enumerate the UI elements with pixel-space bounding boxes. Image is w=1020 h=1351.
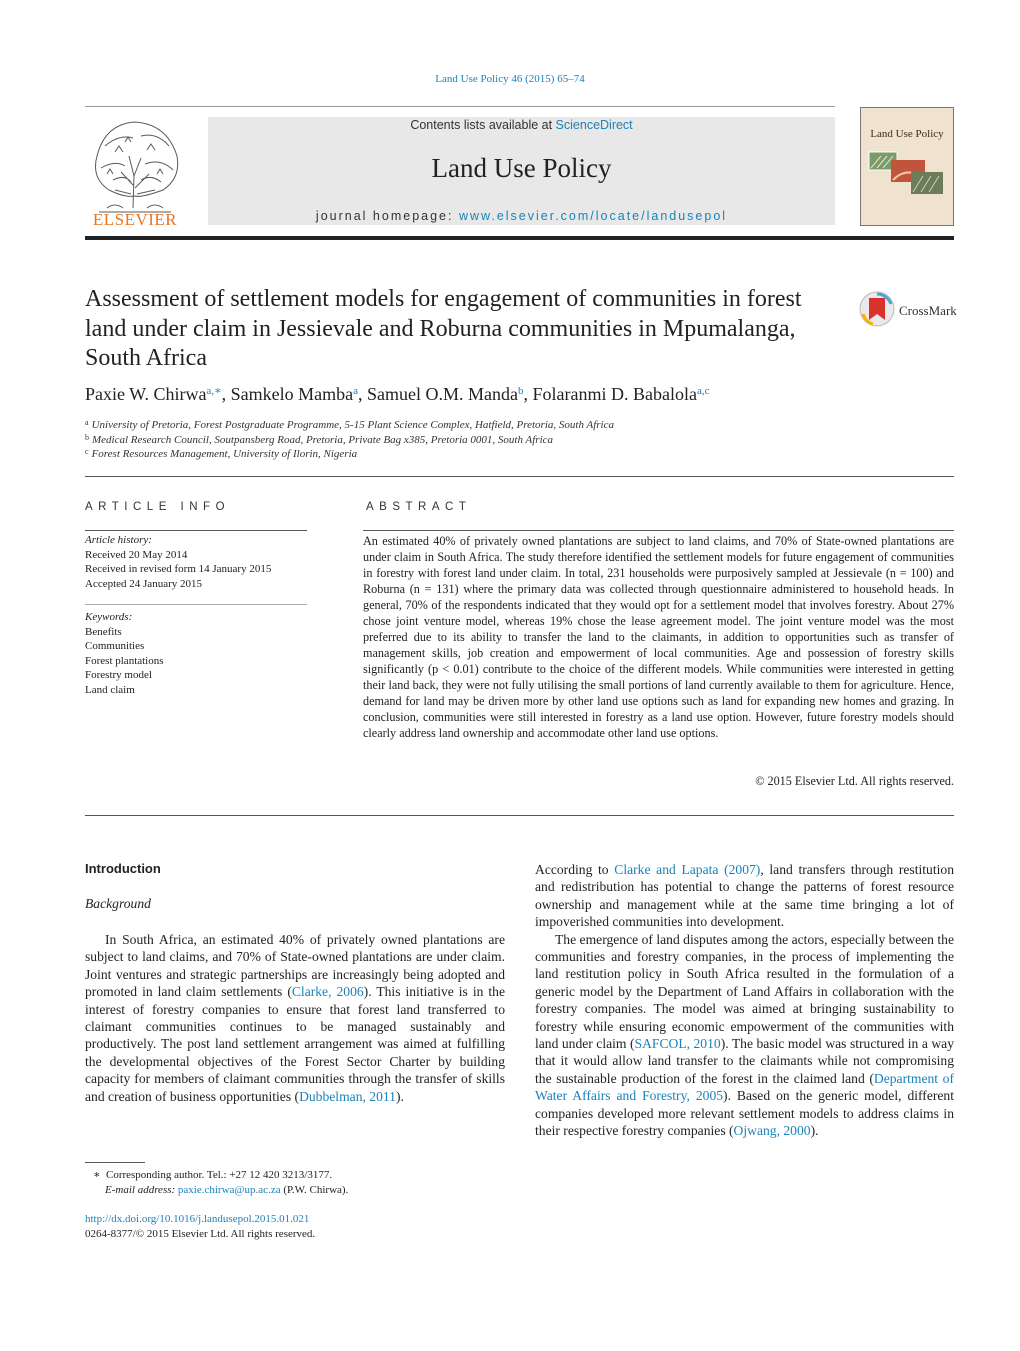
author-name[interactable]: Folaranmi D. Babalola [532,384,697,404]
paragraph-text: In South Africa, an estimated 40% of privately owned plantations are subject to land claims, and 70% of State-owned plantations are under claim. Joint ventures and strategic partnerships are increasingly being adopted and promoted in land claim settlements ( [85,932,505,1000]
article-title: Assessment of settlement models for engagement of communities in forest land under claim in Jessievale and Roburna communities in Mpumalanga, South Africa [85,286,802,371]
cover-title: Land Use Policy [870,128,944,140]
cover-landscape-image [867,148,947,198]
abstract-heading: ABSTRACT [366,501,472,513]
paragraph-text: ). Based on the generic model, different companies developed more relevant settlement models to address claims in their respective forestry companies ( [535,1088,954,1139]
contents-prefix: Contents lists available at [410,118,556,132]
keyword: Forestry model [85,669,152,681]
author-name[interactable]: Samuel O.M. Manda [366,384,518,404]
keywords-label: Keywords: [85,611,133,623]
footnote-rule [85,1162,145,1163]
paragraph-text: ). This initiative is in the interest of forestry companies to ensure that forest land transferred to claimant communities continues to be managed sustainably and productively. The post land settlement arrangement was aimed at fulfilling the developmental objectives of the Forest Sector Charter by building capacity for members of claimant communities through the transfer of skills and creation of business opportunities ( [85,984,505,1104]
keyword: Forest plantations [85,654,164,667]
affiliation [85,433,553,446]
corresponding-author-text: Corresponding author. Tel.: +27 12 420 3213/3177. [105,1169,333,1181]
body-column-right [535,861,954,1140]
crossmark-badge[interactable] [858,290,958,330]
article-info-heading: ARTICLE INFO [85,501,231,513]
journal-reference-link[interactable]: Land Use Policy 46 (2015) 65–74 [435,73,585,85]
footnote-mark: ∗ [93,1169,101,1181]
doi-link[interactable]: http://dx.doi.org/10.1016/j.landusepol.2015.01.021 [85,1213,310,1225]
crossmark-icon [858,290,896,328]
section-rule [85,476,954,477]
doi-block [85,1212,505,1241]
journal-cover-thumbnail[interactable] [860,107,954,226]
issn-copyright: 0264-8377/© 2015 Elsevier Ltd. All rights reserved. [85,1227,316,1240]
journal-name: Land Use Policy [431,153,612,183]
paragraph-text: ). [395,1088,404,1104]
contents-line [208,118,835,132]
history-date: Accepted 24 January 2015 [85,577,202,590]
paragraph-text: The emergence of land disputes among the actors, especially between the communities and forestry companies, in the process of implementing the land restitution policy in South Africa resulted in the formulation of a generic model by the Department of Land Affairs in collaboration with the forestry companies. The model was aimed at bringing sustainability to forestry while ensuring economic empowerment of the communities with land under claim ( [535,931,954,1052]
article-history [85,533,307,591]
keyword: Land claim [85,683,135,696]
homepage-line [208,209,835,223]
introduction-heading: Introduction [85,861,161,876]
article-info-rule [85,530,307,531]
crossmark-label: CrossMark [899,303,957,318]
author-affiliation-mark[interactable]: a,c [696,385,710,397]
citation-link[interactable]: Clarke, 2006 [291,984,364,1000]
affiliation-mark: c [85,447,89,456]
body-paragraph [85,931,505,1105]
masthead-thick-rule [85,236,954,240]
affiliation-text: Medical Research Council, Soutpansberg Road, Pretoria, Private Bag x385, Pretoria 0001, South Africa [92,434,554,446]
citation-link[interactable]: Clarke and Lapata (2007) [614,862,761,877]
author-name[interactable]: Paxie W. Chirwa [85,384,207,404]
affiliation-mark: a [85,418,89,427]
body-paragraph [535,931,954,1140]
email-suffix: (P.W. Chirwa). [280,1183,349,1196]
citation-link[interactable]: Department of Water Affairs and Forestry, 2005 [535,1070,954,1104]
abstract-text: An estimated 40% of privately owned plantations are subject to land claims, and 70% of State-owned plantations are under claim in South Africa. The study therefore identified the settlement models for future engagement of communities in forestry with forest land under claim. In total, 231 households were purposively sampled at Jessievale (n = 100) and Roburna (n = 131) where the primary data was collected through questionnaire administered to household heads. In general, 70% of the respondents indicated that they would opt for a settlement model that involves forestry. About 27% chose joint venture model, whereas 19% chose the lease agreement model. The joint venture model was the most preferred due to its ability to transfer the land to the claimants, in addition to opportunities such as transfer of management skills, job creation and empowerment of local communities. Age and possession of forestry skills significantly (p < 0.01) contribute to the choice of the different models. While communities were interested in getting their land back, they were not fully utilising the small portions of land currently available to them for agriculture. Hence, demand for land may be driven more by other land use options such as land for expanding new homes and grazing. In conclusion, communities were still interested in forestry as a land use option. However, future forestry models should clearly address land ownership and accommodate other land use options. [363,534,954,740]
homepage-prefix: journal homepage: [315,209,459,223]
citation-link[interactable]: Dubbelman, 2011 [299,1088,396,1104]
author-affiliation-mark[interactable]: a,∗ [206,385,222,397]
citation-link[interactable]: Ojwang, 2000 [733,1123,811,1139]
article-history-label: Article history: [85,534,152,546]
background-subheading: Background [85,896,151,911]
paragraph-text: ). [810,1123,819,1139]
publisher-logo-text: ELSEVIER [92,210,178,228]
sciencedirect-link[interactable]: ScienceDirect [555,118,633,132]
body-column-left [85,931,505,1105]
history-date: Received 20 May 2014 [85,548,188,561]
paragraph-text: According to [535,862,615,877]
email-label: E-mail address: [105,1183,176,1196]
abstract-copyright: © 2015 Elsevier Ltd. All rights reserved. [755,774,954,788]
affiliation-mark: b [85,433,89,442]
journal-homepage-link[interactable]: www.elsevier.com/locate/landusepol [458,209,728,223]
affiliation [85,447,357,460]
author-list: Paxie W. Chirwa$^{a,∗}$, Samkelo Mamba$^a$, Samuel O.M. Manda$^b$, Folaranmi D. Babalola$^{a,c}$ [85,384,710,404]
history-date: Received in revised form 14 January 2015 [85,563,272,575]
paragraph-text: ). The basic model was structured in a way that it would allow land transfer to the claimants while not compromising the sustainable production of the forest in the claimed land ( [535,1036,954,1086]
keywords-list [85,610,307,697]
elsevier-tree-logo [85,116,185,228]
author-affiliation-mark[interactable]: a [353,385,358,397]
header-rule [85,106,835,107]
affiliation-text: University of Pretoria, Forest Postgraduate Programme, 5-15 Plant Science Complex, Hatfield, Pretoria, South Africa [91,419,614,431]
author-name[interactable]: Samkelo Mamba [230,384,354,404]
body-rule [85,815,954,816]
author-affiliation-mark[interactable]: b [517,385,524,397]
body-paragraph [535,861,954,931]
paragraph-text: , land transfers through restitution and redistribution has potential to change the patterns of forest resource ownership and management while at the same time bringing a lot of impoverished communities into development. [535,862,954,930]
affiliation-text: Forest Resources Management, University of Ilorin, Nigeria [91,448,358,460]
abstract-rule [363,530,954,531]
citation-link[interactable]: SAFCOL, 2010 [634,1036,721,1052]
affiliation [85,418,614,431]
keyword: Benefits [85,625,122,638]
keywords-rule [85,604,307,605]
corresponding-author-note [85,1168,505,1197]
keyword: Communities [85,640,145,652]
email-link[interactable]: paxie.chirwa@up.ac.za [177,1183,281,1196]
